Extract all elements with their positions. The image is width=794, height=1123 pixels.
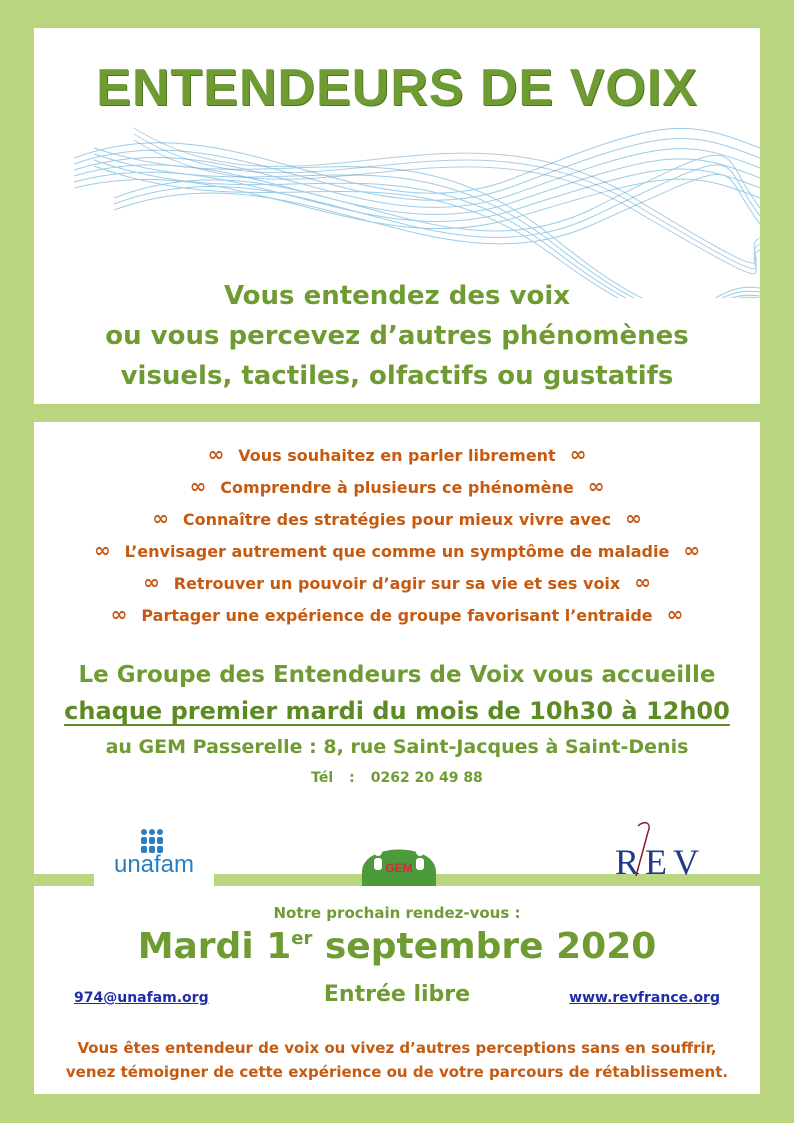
next-meeting-label: Notre prochain rendez-vous : [273,904,521,922]
footer-line: Vous êtes entendeur de voix ou vivez d’autres perceptions sans en souffrir, [77,1039,717,1057]
list-item [34,438,760,470]
date-suffix: septembre 2020 [312,926,657,967]
infinity-icon: ∞ [207,442,225,466]
revfrance-website-link[interactable]: www.revfrance.org [569,990,720,1006]
next-meeting-panel [34,886,760,1094]
infinity-icon: ∞ [189,474,207,498]
infinity-icon: ∞ [683,538,700,562]
schedule-line [34,692,760,730]
infinity-icon: ∞ [587,474,605,498]
header-panel [34,28,760,404]
rev-logo-text: REV [615,842,705,882]
meeting-date [34,926,760,967]
schedule-text: chaque premier mardi du mois de 10h30 à 12h00 [64,697,730,725]
rev-logo [608,818,708,884]
gem-logo-text: GEM [385,861,413,875]
infinity-icon: ∞ [634,570,651,594]
infinity-icon: ∞ [143,570,160,594]
infinity-icon: ∞ [152,506,169,530]
infinity-icon: ∞ [569,442,587,466]
phone-number: 0262 20 49 88 [370,770,483,786]
list-item-text: Vous souhaitez en parler librement [238,446,556,465]
entry-info: Entrée libre [323,982,471,1007]
unafam-email-link[interactable]: 974@unafam.org [74,990,209,1006]
list-item-text: Connaître des stratégies pour mieux vivre avec [182,510,612,529]
list-item [34,534,760,566]
footer-text [34,1036,760,1084]
intro-line: Vous entendez des voix [223,281,570,311]
welcome-line: Le Groupe des Entendeurs de Voix vous accueille [78,662,716,688]
phone-line [34,764,760,792]
list-item [34,598,760,630]
list-item-text: Comprendre à plusieurs ce phénomène [220,478,574,497]
bullet-list [34,438,760,630]
intro-line: ou vous percevez d’autres phénomènes [105,321,689,351]
unafam-logo-text: unafam [113,851,195,878]
infinity-icon: ∞ [625,506,642,530]
date-prefix: Mardi 1 [137,926,292,967]
list-item-text: L’envisager autrement que comme un symptôme de maladie [124,542,670,561]
list-item [34,566,760,598]
page-title: ENTENDEURS DE VOIX [96,59,698,117]
list-item-text: Partager une expérience de groupe favorisant l’entraide [141,606,653,625]
list-item [34,470,760,502]
date-ordinal: er [291,928,313,949]
footer-line: venez témoigner de cette expérience ou de votre parcours de rétablissement. [65,1063,729,1081]
unafam-logo [94,826,214,886]
list-item-text: Retrouver un pouvoir d’agir sur sa vie et ses voix [173,574,621,593]
wave-decoration [34,88,760,298]
intro-line: visuels, tactiles, olfactifs ou gustatifs [120,361,674,391]
welcome-block [34,658,760,792]
infinity-icon: ∞ [94,538,111,562]
info-panel [34,422,760,882]
infinity-icon: ∞ [666,602,684,626]
phone-label: Tél [311,770,334,786]
infinity-icon: ∞ [110,602,128,626]
phone-separator: : [349,770,355,786]
address-line: au GEM Passerelle : 8, rue Saint-Jacques à Saint-Denis [105,736,689,758]
intro-text [34,276,760,396]
list-item [34,502,760,534]
